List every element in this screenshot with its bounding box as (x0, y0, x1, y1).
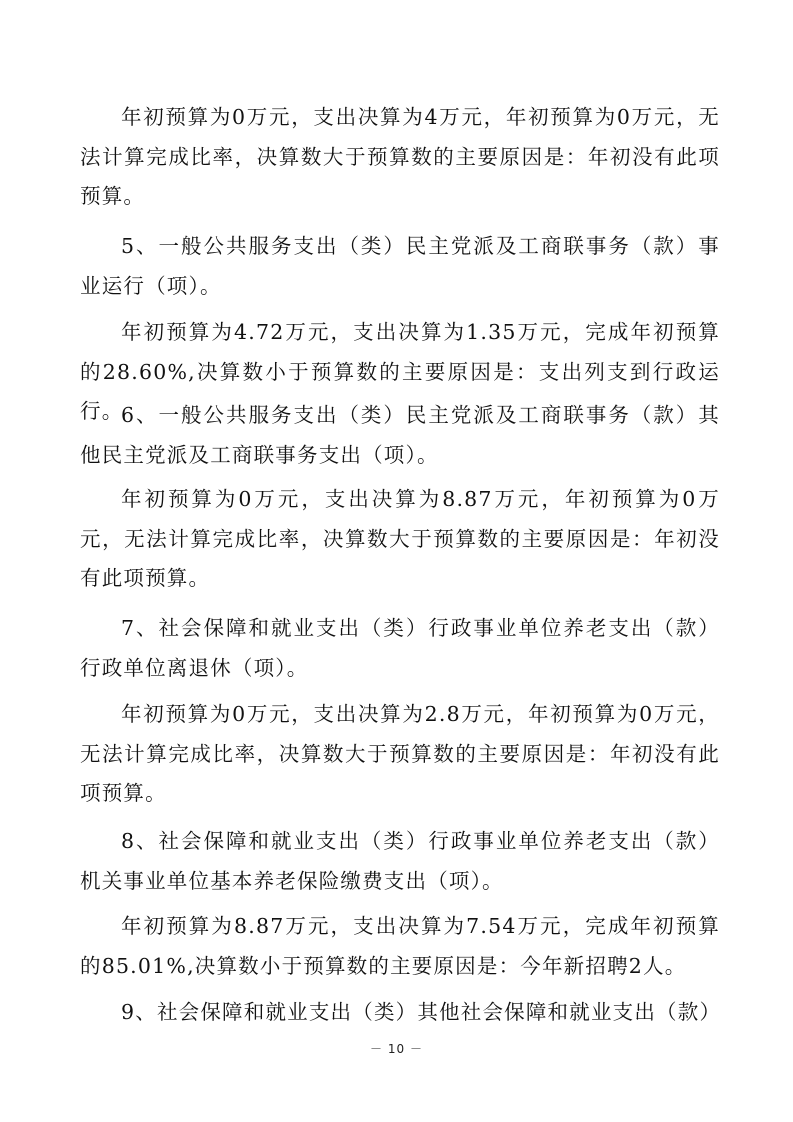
paragraph-budget-note-8: 年初预算为8.87万元，支出决算为7.54万元，完成年初预算的85.01%,决算数小于预算数的主要原因是：今年新招聘2人。 (80, 914, 720, 978)
paragraph-heading-9: 9、社会保障和就业支出（类）其他社会保障和就业支出（款） (121, 1000, 722, 1024)
paragraph-heading-8: 8、社会保障和就业支出（类）行政事业单位养老支出（款）机关事业单位基本养老保险缴费支出（项）。 (80, 829, 720, 893)
paragraph-budget-note-7: 年初预算为0万元，支出决算为2.8万元，年初预算为0万元，无法计算完成比率，决算数大于预算数的主要原因是：年初没有此项预算。 (80, 702, 720, 805)
paragraph-heading-5: 5、一般公共服务支出（类）民主党派及工商联事务（款）事业运行（项）。 (80, 234, 720, 298)
paragraph-budget-note-5: 年初预算为4.72万元，支出决算为1.35万元，完成年初预算的28.60%,决算数小于预算数的主要原因是：支出列支到行政运行。 (80, 320, 720, 423)
paragraph-budget-note-6: 年初预算为0万元，支出决算为8.87万元，年初预算为0万元，无法计算完成比率，决算数大于预算数的主要原因是：年初没有此项预算。 (80, 487, 720, 590)
page-number: － 10 － (370, 1042, 423, 1056)
paragraph-heading-7: 7、社会保障和就业支出（类）行政事业单位养老支出（款）行政单位离退休（项）。 (80, 616, 720, 680)
paragraph-budget-note-4: 年初预算为0万元，支出决算为4万元，年初预算为0万元，无法计算完成比率，决算数大于预算数的主要原因是：年初没有此项预算。 (80, 105, 720, 208)
paragraph-heading-6: 6、一般公共服务支出（类）民主党派及工商联事务（款）其他民主党派及工商联事务支出（项）。 (80, 403, 720, 467)
